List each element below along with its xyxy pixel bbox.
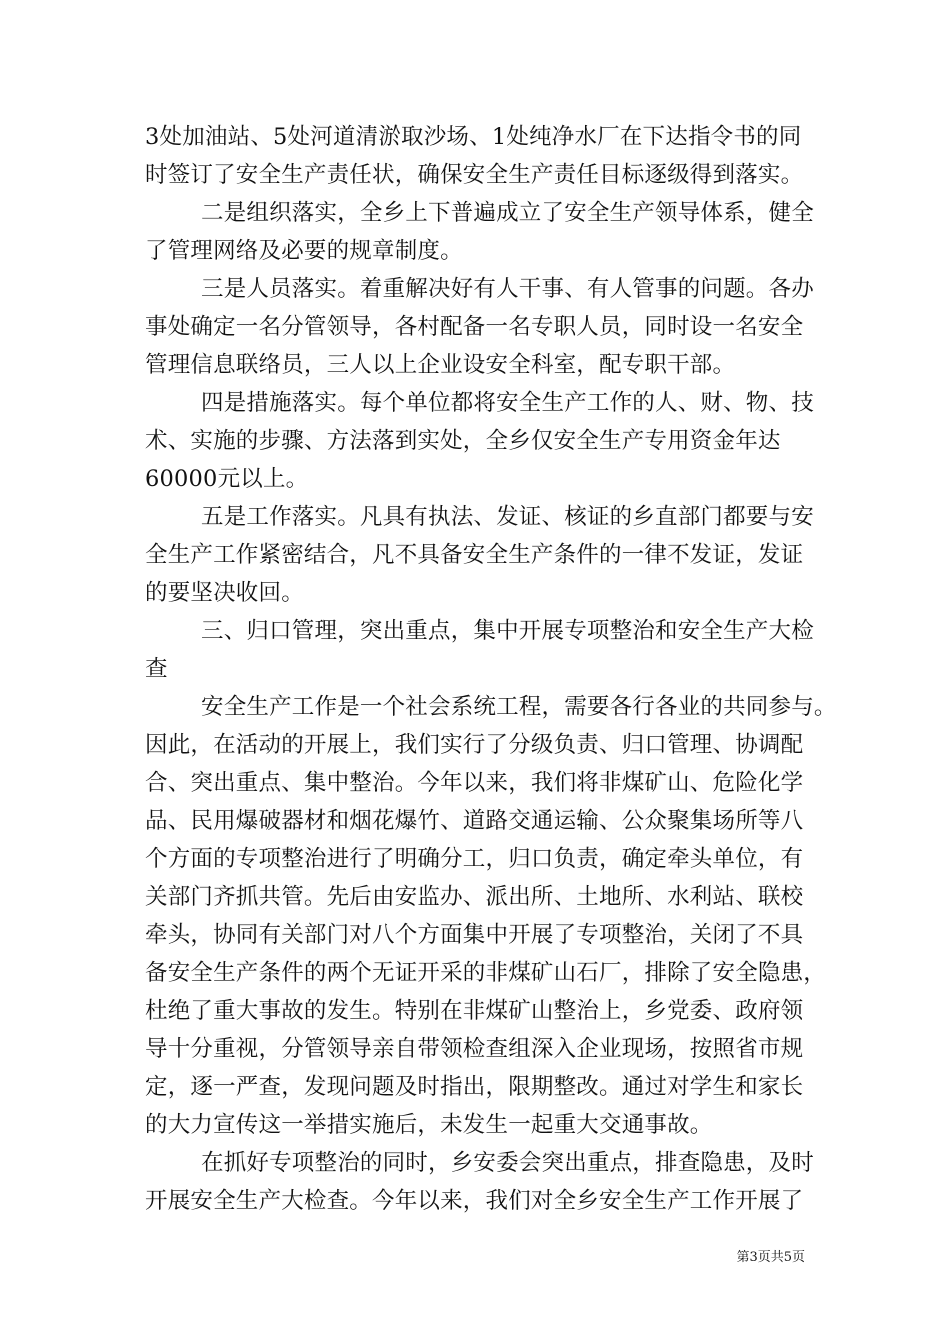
text-line: 二是组织落实，全乡上下普遍成立了安全生产领导体系，健全: [201, 200, 814, 226]
paragraph-inspection: [145, 1144, 814, 1220]
text-line: 因此，在活动的开展上，我们实行了分级负责、归口管理、协调配: [145, 732, 804, 758]
text-line: 3处加油站、5处河道清淤取沙场、1处纯净水厂在下达指令书的同: [145, 124, 802, 150]
text-line: 的大力宣传这一举措实施后，未发生一起重大交通事故。: [145, 1112, 713, 1138]
section-heading-three: [145, 612, 814, 688]
page-number: 第3页共5页: [736, 1250, 805, 1265]
text-line: 品、民用爆破器材和烟花爆竹、道路交通运输、公众聚集场所等八: [145, 808, 804, 834]
text-line: 四是措施落实。每个单位都将安全生产工作的人、财、物、技: [201, 390, 814, 416]
paragraph-measures: [145, 384, 814, 498]
paragraph-personnel: [145, 270, 814, 384]
text-line: 备安全生产条件的两个无证开采的非煤矿山石厂，排除了安全隐患，: [145, 960, 827, 986]
text-line: 五是工作落实。凡具有执法、发证、核证的乡直部门都要与安: [201, 504, 814, 530]
text-line: 个方面的专项整治进行了明确分工，归口负责，确定牵头单位，有: [145, 846, 804, 872]
text-line: 开展安全生产大检查。今年以来，我们对全乡安全生产工作开展了: [145, 1188, 804, 1214]
text-line: 牵头，协同有关部门对八个方面集中开展了专项整治，关闭了不具: [145, 922, 804, 948]
text-line: 定，逐一严查，发现问题及时指出，限期整改。通过对学生和家长: [145, 1074, 804, 1100]
text-line: 管理信息联络员，三人以上企业设安全科室，配专职干部。: [145, 352, 736, 378]
text-line: 时签订了安全生产责任状，确保安全生产责任目标逐级得到落实。: [145, 162, 804, 188]
text-line: 了管理网络及必要的规章制度。: [145, 238, 463, 264]
text-line: 关部门齐抓共管。先后由安监办、派出所、土地所、水利站、联校: [145, 884, 804, 910]
paragraph-continuation: [145, 118, 805, 194]
text-line: 合、突出重点、集中整治。今年以来，我们将非煤矿山、危险化学: [145, 770, 804, 796]
text-line: 事处确定一名分管领导，各村配备一名专职人员，同时设一名安全: [145, 314, 804, 340]
text-line: 三是人员落实。着重解决好有人干事、有人管事的问题。各办: [201, 276, 814, 302]
text-line: 术、实施的步骤、方法落到实处，全乡仅安全生产专用资金年达: [145, 428, 781, 454]
heading-line: 查: [145, 656, 168, 682]
text-line: 安全生产工作是一个社会系统工程，需要各行各业的共同参与。: [201, 694, 837, 720]
text-line: 在抓好专项整治的同时，乡安委会突出重点，排查隐患，及时: [201, 1150, 814, 1176]
document-body: [145, 118, 837, 1220]
paragraph-special-rectification: [145, 688, 837, 1144]
heading-line: 三、归口管理，突出重点，集中开展专项整治和安全生产大检: [201, 618, 814, 644]
paragraph-organization: [145, 194, 814, 270]
paragraph-work: [145, 498, 814, 612]
text-line: 导十分重视，分管领导亲自带领检查组深入企业现场，按照省市规: [145, 1036, 804, 1062]
text-line: 的要坚决收回。: [145, 580, 304, 606]
text-line: 60000元以上。: [145, 466, 309, 492]
text-line: 全生产工作紧密结合，凡不具备安全生产条件的一律不发证，发证: [145, 542, 804, 568]
text-line: 杜绝了重大事故的发生。特别在非煤矿山整治上，乡党委、政府领: [145, 998, 804, 1024]
